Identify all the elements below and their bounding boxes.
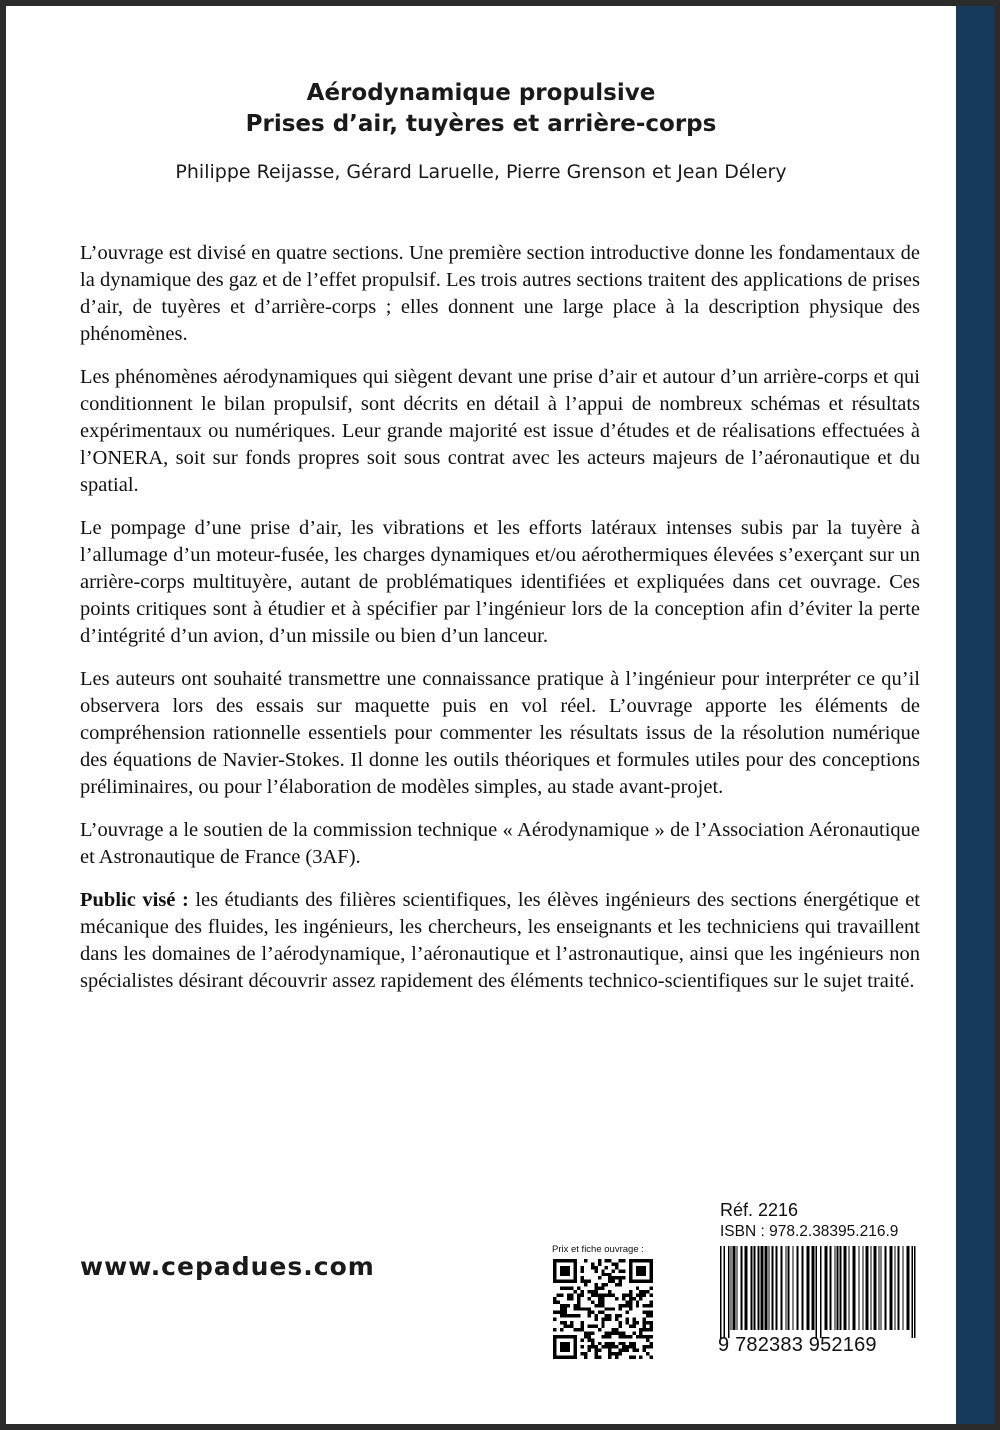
paragraph: Le pompage d’une prise d’air, les vibrations et les efforts latéraux intenses subis par la tuyère à l’allumage d’un moteur-fusée, les charges dynamiques et/ou aérothermiques élevées s’exerçant sur un arrière-corps multituyère, autant de problématiques identifiées et expliquées dans cet ouvrage. Ces points critiques sont à étudier et à spécifier par l’ingénieur lors de la conception afin d’éviter la perte d’intégrité d’un avion, d’un missile ou bien d’un lanceur. bbox=[80, 517, 920, 647]
barcode-digits: 9 782383 952169 bbox=[718, 1334, 877, 1356]
isbn: ISBN : 978.2.38395.216.9 bbox=[720, 1223, 899, 1240]
audience-paragraph bbox=[80, 887, 920, 995]
title-line-1: Aérodynamique propulsive bbox=[306, 80, 656, 106]
qr-code[interactable] bbox=[553, 1259, 653, 1359]
website-link[interactable]: www.cepadues.com bbox=[80, 1252, 375, 1281]
authors: Philippe Reijasse, Gérard Laruelle, Pierre Grenson et Jean Délery bbox=[175, 161, 787, 183]
paragraph: Les phénomènes aérodynamiques qui siègent devant une prise d’air et autour d’un arrière-corps et qui conditionnent le bilan propulsif, sont décrits en détail à l’appui de nombreux schémas et résultats expérimentaux ou numériques. Leur grande majorité est issue d’études et de réalisations effectuées à l’ONERA, soit sur fonds propres soit sous contrat avec les acteurs majeurs de l’aéronautique et du spatial. bbox=[80, 366, 920, 496]
audience-label: Public visé : bbox=[80, 889, 189, 911]
barcode bbox=[718, 1246, 918, 1338]
paragraph: Les auteurs ont souhaité transmettre une connaissance pratique à l’ingénieur pour interpréter ce qu’il observera lors des essais sur maquette puis en vol réel. L’ouvrage apporte les éléments de compréhension rationnelle essentiels pour commenter les résultats issus de la résolution numérique des équations de Navier-Stokes. Il donne les outils théoriques et formules utiles pour des conceptions préliminaires, ou pour l’élaboration de modèles simples, au stade avant-projet. bbox=[80, 668, 920, 798]
qr-label: Prix et fiche ouvrage : bbox=[552, 1244, 644, 1255]
description bbox=[80, 240, 920, 1011]
book-title bbox=[6, 78, 956, 140]
title-line-2: Prises d’air, tuyères et arrière-corps bbox=[245, 111, 717, 137]
audience-text: les étudiants des filières scientifiques, les élèves ingénieurs des sections énergétique et mécanique des fluides, les ingénieurs, les chercheurs, les enseignants et les techniciens qui travaillent dans les domaines de l’aérodynamique, l’aéronautique et l’astronautique, ainsi que les ingénieurs non spécialistes désirant découvrir assez rapidement des éléments technico-scientifiques sur le sujet traité. bbox=[80, 889, 920, 992]
spine-stripe bbox=[956, 6, 994, 1424]
back-cover bbox=[6, 6, 994, 1424]
paragraph: L’ouvrage est divisé en quatre sections. Une première section introductive donne les fondamentaux de la dynamique des gaz et de l’effet propulsif. Les trois autres sections traitent des applications de prises d’air, de tuyères et d’arrière-corps ; elles donnent une large place à la description physique des phénomènes. bbox=[80, 242, 920, 345]
reference-number: Réf. 2216 bbox=[720, 1200, 799, 1220]
paragraph: L’ouvrage a le soutien de la commission technique « Aérodynamique » de l’Association Aéronautique et Astronautique de France (3AF). bbox=[80, 819, 920, 868]
